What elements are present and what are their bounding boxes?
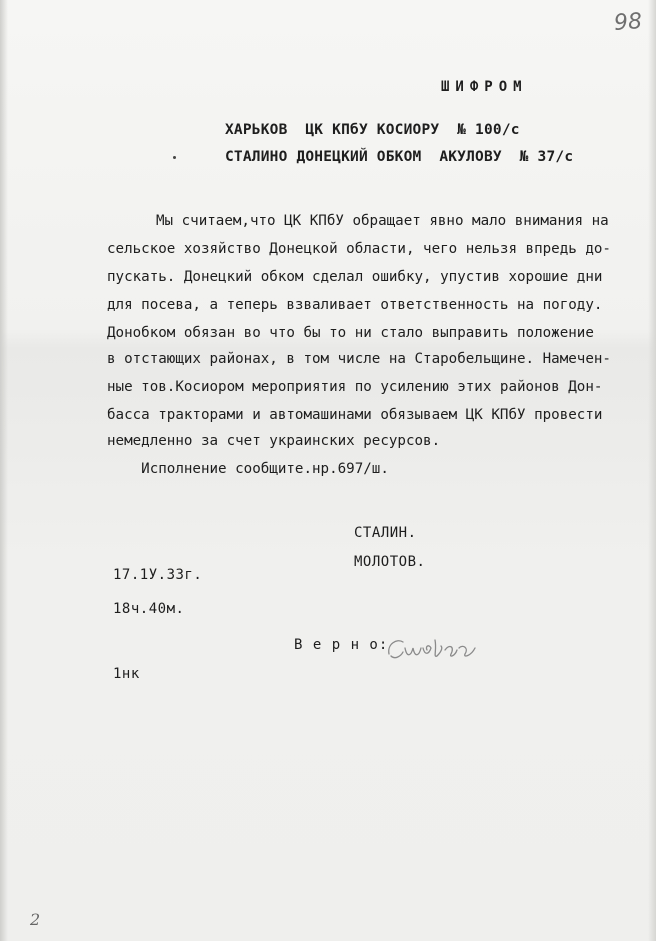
body-line-10: Исполнение сообщите.нр.697/ш. (107, 461, 389, 477)
signature-stalin: СТАЛИН. (354, 525, 417, 541)
body-line-1: Мы считаем,что ЦК КПбУ обращает явно мало внимания на (156, 213, 609, 229)
body-line-3: пускать. Донецкий обком сделал ошибку, упустив хорошие дни (107, 269, 603, 285)
left-edge-shadow (0, 0, 8, 941)
copies-note: 1нк (113, 666, 140, 682)
right-edge-shadow (648, 0, 656, 941)
cipher-heading: ШИФРОМ (441, 79, 528, 95)
body-line-7: ные тов.Косиором мероприятия по усилению этих районов Дон- (107, 379, 603, 395)
corner-mark: 2 (30, 910, 41, 929)
signature-molotov: МОЛОТОВ. (354, 554, 426, 570)
body-line-6: в отстающих районах, в том числе на Старобельщине. Намечен- (107, 351, 611, 367)
date: 17.1У.33г. (113, 567, 203, 583)
address-line-2: СТАЛИНО ДОНЕЦКИЙ ОБКОМ АКУЛОВУ № 37/с (225, 149, 574, 165)
body-line-8: басса тракторами и автомашинами обязываем ЦК КПбУ провести (107, 407, 603, 423)
time: 18ч.40м. (113, 601, 185, 617)
margin-dot (173, 156, 176, 159)
page-number: 98 (613, 9, 643, 36)
body-line-4: для посева, а теперь взваливает ответственность на погоду. (107, 297, 603, 313)
verified-label: В е р н о: (294, 637, 389, 653)
body-line-5: Донобком обязан во что бы то ни стало выправить положение (107, 325, 594, 341)
address-line-1: ХАРЬКОВ ЦК КПбУ КОСИОРУ № 100/с (225, 122, 520, 138)
body-line-9: немедленно за счет украинских ресурсов. (107, 433, 441, 449)
handwritten-signature (385, 634, 481, 664)
body-line-2: сельское хозяйство Донецкой области, чего нельзя впредь до- (107, 241, 611, 257)
